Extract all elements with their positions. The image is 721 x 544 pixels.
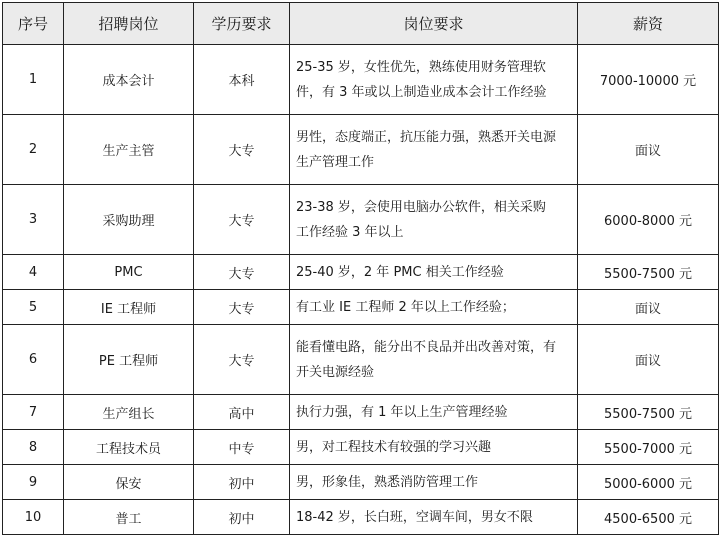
requirements-line: 23-38 岁，会使用电脑办公软件，相关采购 [296, 199, 546, 215]
cell-education: 本科 [194, 45, 290, 115]
cell-requirements [290, 325, 578, 395]
cell-position: 普工 [64, 500, 194, 535]
requirements-line: 工作经验 3 年以上 [296, 224, 404, 240]
cell-education: 初中 [194, 500, 290, 535]
cell-position: PMC [64, 255, 194, 290]
table-row [3, 255, 719, 290]
cell-salary: 面议 [578, 115, 719, 185]
cell-requirements: 执行力强，有 1 年以上生产管理经验 [290, 395, 578, 430]
header-education: 学历要求 [194, 3, 290, 45]
table-row [3, 185, 719, 255]
cell-salary: 4500-6500 元 [578, 500, 719, 535]
requirements-line: 能看懂电路，能分出不良品并出改善对策，有 [296, 339, 557, 355]
cell-requirements: 男，对工程技术有较强的学习兴趣 [290, 430, 578, 465]
cell-salary: 面议 [578, 290, 719, 325]
cell-salary: 5000-6000 元 [578, 465, 719, 500]
cell-position: 工程技术员 [64, 430, 194, 465]
requirements-line: 男性，态度端正，抗压能力强，熟悉开关电源 [296, 129, 557, 145]
table-row [3, 465, 719, 500]
cell-position: PE 工程师 [64, 325, 194, 395]
cell-requirements [290, 185, 578, 255]
header-salary: 薪资 [578, 3, 719, 45]
cell-position: 采购助理 [64, 185, 194, 255]
cell-requirements: 18-42 岁，长白班，空调车间，男女不限 [290, 500, 578, 535]
cell-education: 大专 [194, 185, 290, 255]
cell-number: 5 [3, 290, 64, 325]
cell-education: 中专 [194, 430, 290, 465]
cell-salary: 6000-8000 元 [578, 185, 719, 255]
table-row [3, 45, 719, 115]
cell-position: 生产组长 [64, 395, 194, 430]
cell-education: 大专 [194, 115, 290, 185]
header-number: 序号 [3, 3, 64, 45]
cell-position: 保安 [64, 465, 194, 500]
cell-number: 10 [3, 500, 64, 535]
cell-requirements [290, 45, 578, 115]
table-row [3, 395, 719, 430]
recruitment-table [2, 2, 719, 535]
cell-salary: 5500-7500 元 [578, 255, 719, 290]
table-row [3, 115, 719, 185]
cell-salary: 5500-7500 元 [578, 395, 719, 430]
cell-education: 大专 [194, 290, 290, 325]
cell-salary: 面议 [578, 325, 719, 395]
cell-position: 生产主管 [64, 115, 194, 185]
cell-number: 8 [3, 430, 64, 465]
cell-requirements: 25-40 岁，2 年 PMC 相关工作经验 [290, 255, 578, 290]
cell-number: 6 [3, 325, 64, 395]
cell-salary: 5500-7000 元 [578, 430, 719, 465]
cell-education: 初中 [194, 465, 290, 500]
cell-requirements: 男，形象佳，熟悉消防管理工作 [290, 465, 578, 500]
requirements-line: 生产管理工作 [296, 154, 375, 170]
cell-education: 高中 [194, 395, 290, 430]
table-row [3, 500, 719, 535]
cell-requirements [290, 115, 578, 185]
cell-number: 3 [3, 185, 64, 255]
cell-position: IE 工程师 [64, 290, 194, 325]
cell-requirements: 有工业 IE 工程师 2 年以上工作经验； [290, 290, 578, 325]
header-row [3, 3, 719, 45]
cell-number: 2 [3, 115, 64, 185]
cell-number: 1 [3, 45, 64, 115]
header-requirements: 岗位要求 [290, 3, 578, 45]
cell-number: 7 [3, 395, 64, 430]
header-position: 招聘岗位 [64, 3, 194, 45]
cell-education: 大专 [194, 255, 290, 290]
cell-salary: 7000-10000 元 [578, 45, 719, 115]
cell-education: 大专 [194, 325, 290, 395]
table-row [3, 430, 719, 465]
table-row [3, 325, 719, 395]
cell-number: 4 [3, 255, 64, 290]
requirements-line: 开关电源经验 [296, 364, 375, 380]
cell-number: 9 [3, 465, 64, 500]
requirements-line: 件，有 3 年或以上制造业成本会计工作经验 [296, 84, 547, 100]
table-row [3, 290, 719, 325]
cell-position: 成本会计 [64, 45, 194, 115]
requirements-line: 25-35 岁，女性优先，熟练使用财务管理软 [296, 59, 546, 75]
